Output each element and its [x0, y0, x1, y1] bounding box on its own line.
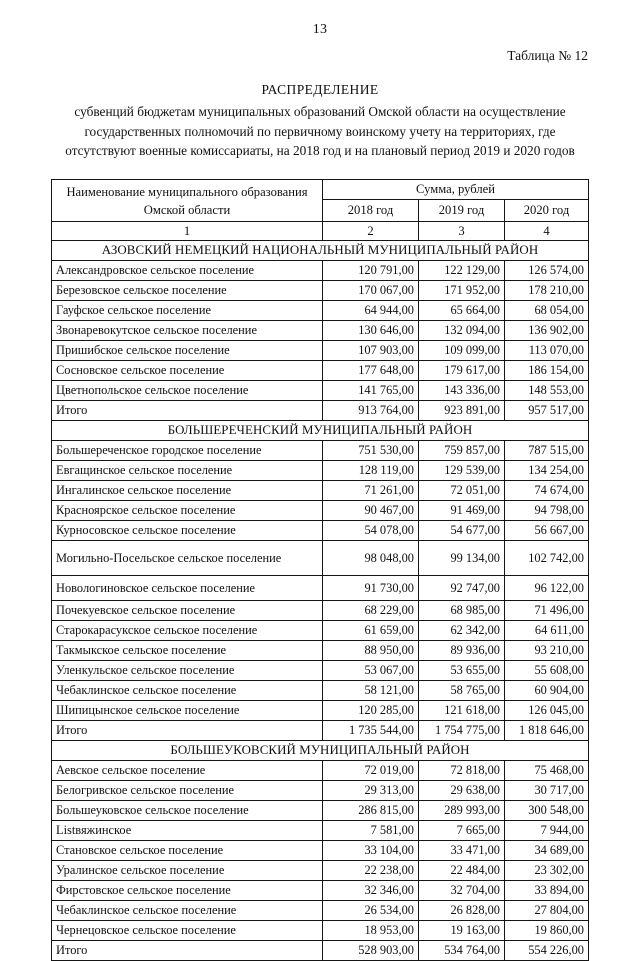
row-value-2018: 33 104,00: [323, 841, 419, 861]
row-value-2019: 22 484,00: [419, 861, 505, 881]
row-value-2019: 72 051,00: [419, 481, 505, 501]
row-value-2020: 787 515,00: [505, 441, 589, 461]
table-row: [52, 381, 589, 401]
table-row: [52, 721, 589, 741]
table-row: [52, 901, 589, 921]
row-name: Уралинское сельское поселение: [52, 861, 323, 881]
header-year-2018: 2018 год: [323, 200, 419, 222]
header-sum-group: Сумма, рублей: [323, 180, 589, 200]
row-name: Чебаклинское сельское поселение: [52, 681, 323, 701]
row-value-2018: 54 078,00: [323, 521, 419, 541]
row-value-2020: 60 904,00: [505, 681, 589, 701]
row-value-2020: 30 717,00: [505, 781, 589, 801]
row-value-2019: 122 129,00: [419, 261, 505, 281]
row-value-2019: 19 163,00: [419, 921, 505, 941]
document-title-block: [52, 82, 588, 161]
table-row: [52, 461, 589, 481]
row-name: Чернецовское сельское поселение: [52, 921, 323, 941]
table-row: [52, 821, 589, 841]
row-name: Цветнопольское сельское поселение: [52, 381, 323, 401]
table-row: [52, 881, 589, 901]
row-value-2020: 64 611,00: [505, 621, 589, 641]
row-value-2019: 1 754 775,00: [419, 721, 505, 741]
row-value-2019: 759 857,00: [419, 441, 505, 461]
row-value-2020: 19 860,00: [505, 921, 589, 941]
distribution-table: [51, 179, 589, 961]
row-value-2019: 92 747,00: [419, 576, 505, 601]
row-name: Александровское сельское поселение: [52, 261, 323, 281]
column-number-4: 4: [505, 222, 589, 241]
row-value-2020: 554 226,00: [505, 941, 589, 961]
row-value-2020: 102 742,00: [505, 541, 589, 576]
row-value-2019: 53 655,00: [419, 661, 505, 681]
row-value-2018: 91 730,00: [323, 576, 419, 601]
row-name: Курносовское сельское поселение: [52, 521, 323, 541]
table-caption: Таблица № 12: [507, 48, 588, 63]
row-value-2018: 286 815,00: [323, 801, 419, 821]
row-value-2019: 99 134,00: [419, 541, 505, 576]
row-name: Такмыкское сельское поселение: [52, 641, 323, 661]
table-row: [52, 661, 589, 681]
row-value-2020: 27 804,00: [505, 901, 589, 921]
table-row: [52, 681, 589, 701]
table-row: [52, 576, 589, 601]
row-value-2020: 68 054,00: [505, 301, 589, 321]
row-value-2019: 68 985,00: [419, 601, 505, 621]
row-value-2018: 58 121,00: [323, 681, 419, 701]
row-name: Почекуевское сельское поселение: [52, 601, 323, 621]
row-value-2019: 923 891,00: [419, 401, 505, 421]
row-value-2019: 33 471,00: [419, 841, 505, 861]
row-value-2020: 56 667,00: [505, 521, 589, 541]
column-number-1: 1: [52, 222, 323, 241]
table-row: [52, 341, 589, 361]
section-header-row: [52, 241, 589, 261]
section-header-row: [52, 741, 589, 761]
row-name: Могильно-Посельское сельское поселение: [52, 541, 323, 576]
row-name: Чебаклинское сельское поселение: [52, 901, 323, 921]
table-row: [52, 541, 589, 576]
table-row: [52, 701, 589, 721]
row-value-2018: 18 953,00: [323, 921, 419, 941]
row-value-2020: 7 944,00: [505, 821, 589, 841]
row-value-2020: 136 902,00: [505, 321, 589, 341]
row-value-2019: 91 469,00: [419, 501, 505, 521]
row-name: Шипицынское сельское поселение: [52, 701, 323, 721]
row-name: Итого: [52, 941, 323, 961]
row-value-2019: 121 618,00: [419, 701, 505, 721]
row-name: Гауфское сельское поселение: [52, 301, 323, 321]
table-row: [52, 401, 589, 421]
row-value-2019: 72 818,00: [419, 761, 505, 781]
row-value-2020: 300 548,00: [505, 801, 589, 821]
row-value-2019: 32 704,00: [419, 881, 505, 901]
row-value-2018: 7 581,00: [323, 821, 419, 841]
row-value-2019: 171 952,00: [419, 281, 505, 301]
row-value-2018: 68 229,00: [323, 601, 419, 621]
row-name: Становское сельское поселение: [52, 841, 323, 861]
table-row: [52, 861, 589, 881]
row-name: Уленкульское сельское поселение: [52, 661, 323, 681]
table-row: [52, 481, 589, 501]
row-value-2019: 129 539,00: [419, 461, 505, 481]
row-value-2020: 23 302,00: [505, 861, 589, 881]
row-value-2020: 94 798,00: [505, 501, 589, 521]
table-row: [52, 261, 589, 281]
header-row-numbering: [52, 222, 589, 241]
row-value-2018: 528 903,00: [323, 941, 419, 961]
column-number-3: 3: [419, 222, 505, 241]
row-value-2018: 128 119,00: [323, 461, 419, 481]
column-number-2: 2: [323, 222, 419, 241]
row-name: Звонаревокутское сельское поселение: [52, 321, 323, 341]
document-subtitle: субвенций бюджетам муниципальных образований Омской области на осуществление государственных полномочий по первичному воинскому учету на территориях, где отсутствуют военные комиссариаты, на 2018 год и на плановый период 2019 и 2020 годов: [65, 104, 575, 158]
row-name: Красноярское сельское поселение: [52, 501, 323, 521]
row-value-2020: 134 254,00: [505, 461, 589, 481]
row-value-2018: 71 261,00: [323, 481, 419, 501]
row-value-2020: 186 154,00: [505, 361, 589, 381]
row-name: Сосновское сельское поселение: [52, 361, 323, 381]
row-value-2019: 179 617,00: [419, 361, 505, 381]
row-value-2019: 26 828,00: [419, 901, 505, 921]
row-value-2020: 93 210,00: [505, 641, 589, 661]
row-name: Евгащинское сельское поселение: [52, 461, 323, 481]
row-value-2018: 913 764,00: [323, 401, 419, 421]
section-title: БОЛЬШЕРЕЧЕНСКИЙ МУНИЦИПАЛЬНЫЙ РАЙОН: [52, 421, 589, 441]
table-row: [52, 601, 589, 621]
document-title: РАСПРЕДЕЛЕНИЕ: [261, 82, 379, 97]
row-value-2018: 170 067,00: [323, 281, 419, 301]
row-value-2018: 29 313,00: [323, 781, 419, 801]
row-name: Ингалинское сельское поселение: [52, 481, 323, 501]
row-value-2019: 65 664,00: [419, 301, 505, 321]
row-value-2020: 148 553,00: [505, 381, 589, 401]
row-name: Большереченское городское поселение: [52, 441, 323, 461]
row-name: Пришибское сельское поселение: [52, 341, 323, 361]
table-row: [52, 321, 589, 341]
row-value-2018: 107 903,00: [323, 341, 419, 361]
row-value-2018: 177 648,00: [323, 361, 419, 381]
table-row: [52, 841, 589, 861]
table-row: [52, 781, 589, 801]
page-number: 13: [312, 22, 328, 37]
row-value-2019: 29 638,00: [419, 781, 505, 801]
header-year-2019: 2019 год: [419, 200, 505, 222]
table-row: [52, 621, 589, 641]
row-value-2020: 96 122,00: [505, 576, 589, 601]
row-value-2020: 55 608,00: [505, 661, 589, 681]
table-row: [52, 641, 589, 661]
table-row: [52, 281, 589, 301]
row-value-2018: 26 534,00: [323, 901, 419, 921]
table-row: [52, 801, 589, 821]
table-row: [52, 441, 589, 461]
row-value-2018: 64 944,00: [323, 301, 419, 321]
row-value-2018: 98 048,00: [323, 541, 419, 576]
row-value-2019: 58 765,00: [419, 681, 505, 701]
row-name: Березовское сельское поселение: [52, 281, 323, 301]
section-title: АЗОВСКИЙ НЕМЕЦКИЙ НАЦИОНАЛЬНЫЙ МУНИЦИПАЛЬНЫЙ РАЙОН: [52, 241, 589, 261]
row-name: Listвяжинское: [52, 821, 323, 841]
row-value-2018: 61 659,00: [323, 621, 419, 641]
row-value-2018: 120 285,00: [323, 701, 419, 721]
table-head: [52, 180, 589, 241]
row-value-2018: 120 791,00: [323, 261, 419, 281]
row-value-2020: 1 818 646,00: [505, 721, 589, 741]
row-value-2020: 126 045,00: [505, 701, 589, 721]
row-value-2019: 289 993,00: [419, 801, 505, 821]
row-value-2018: 72 019,00: [323, 761, 419, 781]
row-name: Итого: [52, 401, 323, 421]
header-name-column: Наименование муниципального образования Омской области: [52, 180, 323, 222]
table-row: [52, 301, 589, 321]
row-value-2019: 89 936,00: [419, 641, 505, 661]
row-value-2018: 32 346,00: [323, 881, 419, 901]
row-value-2018: 88 950,00: [323, 641, 419, 661]
header-year-2020: 2020 год: [505, 200, 589, 222]
row-value-2020: 178 210,00: [505, 281, 589, 301]
row-name: Итого: [52, 721, 323, 741]
table-row: [52, 521, 589, 541]
row-value-2018: 1 735 544,00: [323, 721, 419, 741]
row-name: Фирстовское сельское поселение: [52, 881, 323, 901]
row-value-2018: 751 530,00: [323, 441, 419, 461]
row-value-2019: 534 764,00: [419, 941, 505, 961]
row-value-2019: 143 336,00: [419, 381, 505, 401]
row-value-2019: 54 677,00: [419, 521, 505, 541]
row-value-2020: 74 674,00: [505, 481, 589, 501]
table-row: [52, 361, 589, 381]
row-value-2018: 22 238,00: [323, 861, 419, 881]
section-title: БОЛЬШЕУКОВСКИЙ МУНИЦИПАЛЬНЫЙ РАЙОН: [52, 741, 589, 761]
header-row-titles: [52, 180, 589, 200]
row-name: Белогривское сельское поселение: [52, 781, 323, 801]
row-value-2020: 113 070,00: [505, 341, 589, 361]
table-body: [52, 241, 589, 961]
row-name: Большеуковское сельское поселение: [52, 801, 323, 821]
row-value-2020: 75 468,00: [505, 761, 589, 781]
row-name: Новологиновское сельское поселение: [52, 576, 323, 601]
distribution-table-wrapper: [51, 179, 588, 961]
row-value-2018: 141 765,00: [323, 381, 419, 401]
row-value-2018: 90 467,00: [323, 501, 419, 521]
row-value-2019: 62 342,00: [419, 621, 505, 641]
row-value-2019: 132 094,00: [419, 321, 505, 341]
table-row: [52, 501, 589, 521]
table-row: [52, 921, 589, 941]
row-name: Старокарасукское сельское поселение: [52, 621, 323, 641]
row-value-2020: 126 574,00: [505, 261, 589, 281]
row-value-2020: 34 689,00: [505, 841, 589, 861]
row-name: Аевское сельское поселение: [52, 761, 323, 781]
row-value-2019: 109 099,00: [419, 341, 505, 361]
table-row: [52, 941, 589, 961]
row-value-2018: 130 646,00: [323, 321, 419, 341]
row-value-2018: 53 067,00: [323, 661, 419, 681]
row-value-2020: 957 517,00: [505, 401, 589, 421]
section-header-row: [52, 421, 589, 441]
row-value-2019: 7 665,00: [419, 821, 505, 841]
row-value-2020: 33 894,00: [505, 881, 589, 901]
table-row: [52, 761, 589, 781]
row-value-2020: 71 496,00: [505, 601, 589, 621]
